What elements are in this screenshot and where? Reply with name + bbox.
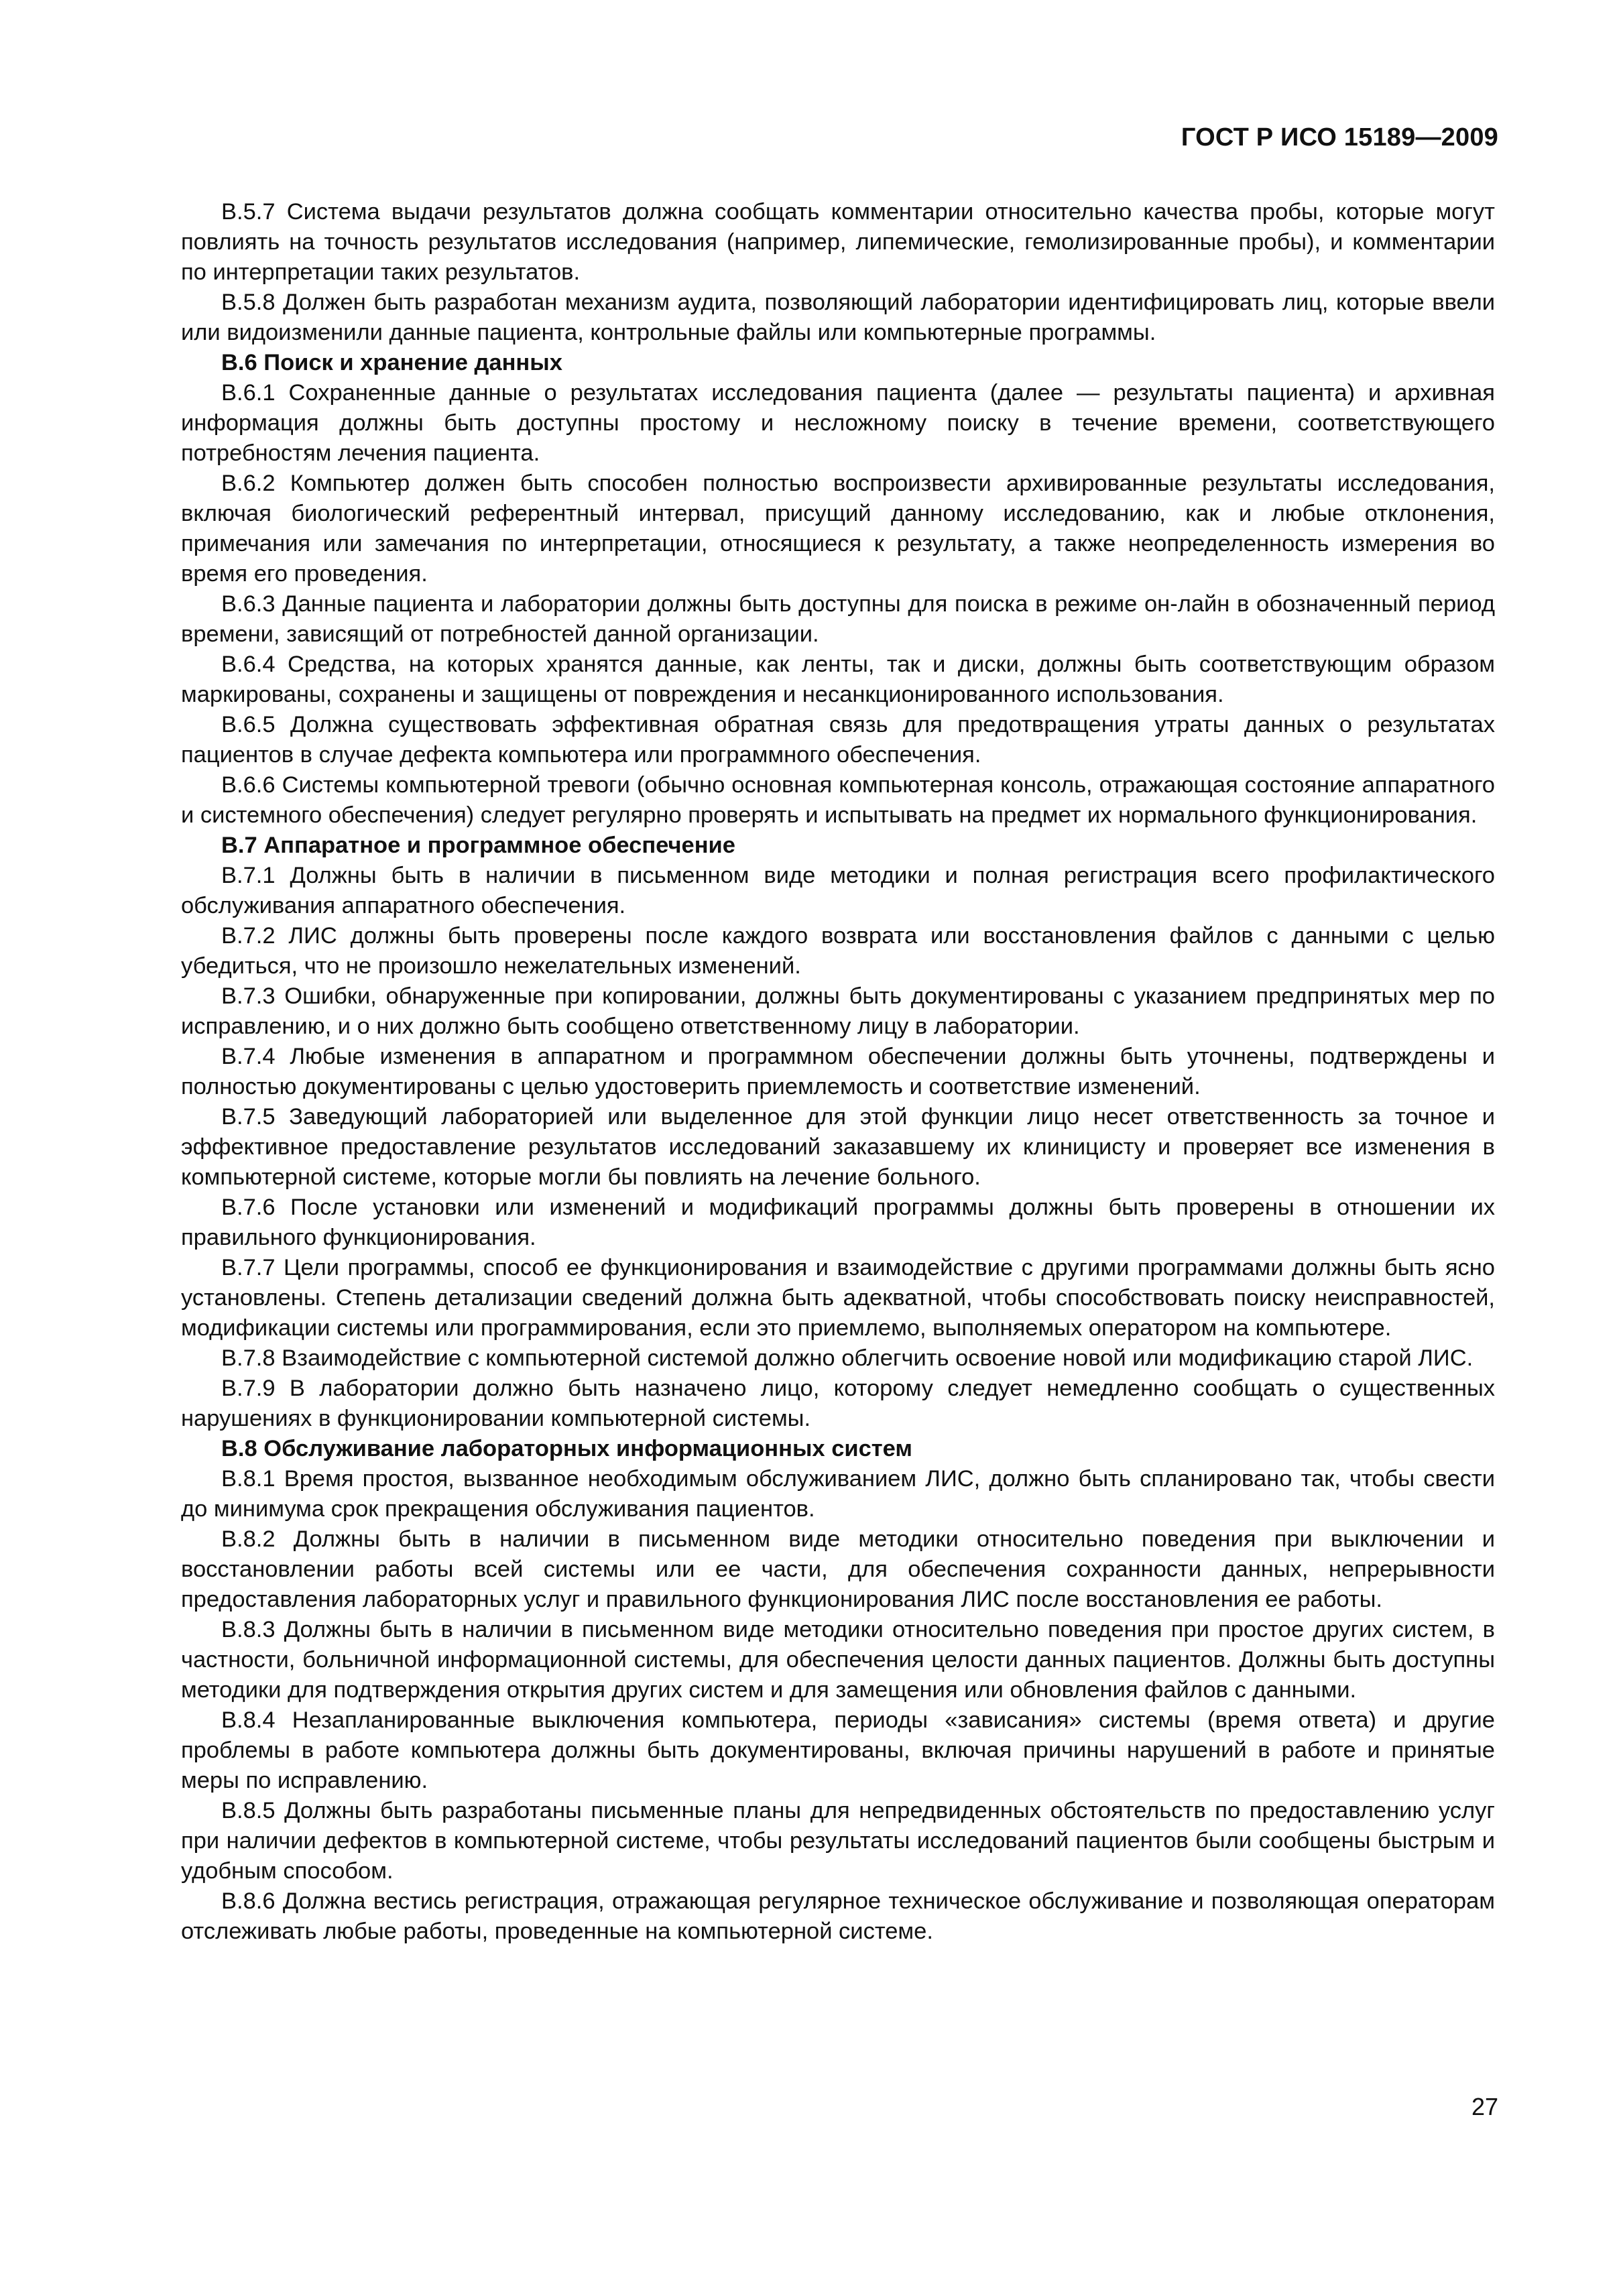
paragraph: В.7.2 ЛИС должны быть проверены после каждого возврата или восстановления файлов с данными с целью убедиться, что не произошло нежелательных изменений. bbox=[181, 923, 1495, 979]
paragraph: В.6.4 Средства, на которых хранятся данные, как ленты, так и диски, должны быть соответствующим образом маркированы, сохранены и защищены от повреждения и несанкционированного использования. bbox=[181, 652, 1495, 707]
paragraph: В.6.6 Системы компьютерной тревоги (обычно основная компьютерная консоль, отражающая состояние аппаратного и системного обеспечения) следует регулярно проверять и испытывать на предмет их нормального функционирования. bbox=[181, 772, 1495, 828]
paragraph: В.6.5 Должна существовать эффективная обратная связь для предотвращения утраты данных о результатах пациентов в случае дефекта компьютера или программного обеспечения. bbox=[181, 712, 1495, 768]
paragraph: В.7.7 Цели программы, способ ее функционирования и взаимодействие с другими программами должны быть ясно установлены. Степень детализации сведений должна быть адекватной, чтобы способствовать поиску неисправностей, модификации системы или программирования, если это приемлемо, выполняемых оператором на компьютере. bbox=[181, 1255, 1495, 1341]
document-code-header: ГОСТ Р ИСО 15189—2009 bbox=[1181, 123, 1498, 152]
document-body bbox=[181, 197, 1495, 1947]
paragraph: В.7.5 Заведующий лабораторией или выделенное для этой функции лицо несет ответственность за точное и эффективное предоставление результатов исследований заказавшему их клиницисту и проверяет все изменения в компьютерной системе, которые могли бы повлиять на лечение больного. bbox=[181, 1104, 1495, 1190]
paragraph: В.6.1 Сохраненные данные о результатах исследования пациента (далее — результаты пациента) и архивная информация должны быть доступны простому и несложному поиску в течение времени, соответствующего потребностям лечения пациента. bbox=[181, 380, 1495, 466]
paragraph: В.8.1 Время простоя, вызванное необходимым обслуживанием ЛИС, должно быть спланировано так, чтобы свести до минимума срок прекращения обслуживания пациентов. bbox=[181, 1466, 1495, 1522]
section-heading: В.6 Поиск и хранение данных bbox=[221, 350, 562, 375]
paragraph: В.7.1 Должны быть в наличии в письменном виде методики и полная регистрация всего профилактического обслуживания аппаратного обеспечения. bbox=[181, 863, 1495, 918]
paragraph: В.6.2 Компьютер должен быть способен полностью воспроизвести архивированные результаты исследования, включая биологический референтный интервал, присущий данному исследованию, как и любые отклонения, примечания или замечания по интерпретации, относящиеся к результату, а также неопределенность измерения во время его проведения. bbox=[181, 471, 1495, 587]
section-heading: В.7 Аппаратное и программное обеспечение bbox=[221, 833, 735, 858]
paragraph: В.8.3 Должны быть в наличии в письменном виде методики относительно поведения при простое других систем, в частности, больничной информационной системы, для обеспечения целости данных пациентов. Должны быть доступны методики для подтверждения открытия других систем и для замещения или обновления файлов с данными. bbox=[181, 1617, 1495, 1703]
paragraph: В.5.8 Должен быть разработан механизм аудита, позволяющий лаборатории идентифицировать лиц, которые ввели или видоизменили данные пациента, контрольные файлы или компьютерные программы. bbox=[181, 290, 1495, 345]
paragraph: В.5.7 Система выдачи результатов должна сообщать комментарии относительно качества пробы, которые могут повлиять на точность результатов исследования (например, липемические, гемолизированные пробы), и комментарии по интерпретации таких результатов. bbox=[181, 199, 1495, 285]
section-heading: В.8 Обслуживание лабораторных информационных систем bbox=[221, 1436, 912, 1461]
paragraph: В.8.4 Незапланированные выключения компьютера, периоды «зависания» системы (время ответа) и другие проблемы в работе компьютера должны быть документированы, включая причины нарушений в работе и принятые меры по исправлению. bbox=[181, 1707, 1495, 1793]
paragraph: В.6.3 Данные пациента и лаборатории должны быть доступны для поиска в режиме он-лайн в обозначенный период времени, зависящий от потребностей данной организации. bbox=[181, 591, 1495, 647]
paragraph: В.7.3 Ошибки, обнаруженные при копировании, должны быть документированы с указанием предпринятых мер по исправлению, и о них должно быть сообщено ответственному лицу в лаборатории. bbox=[181, 983, 1495, 1039]
paragraph: В.7.8 Взаимодействие с компьютерной системой должно облегчить освоение новой или модификацию старой ЛИС. bbox=[221, 1345, 1474, 1371]
page-number: 27 bbox=[1471, 2093, 1498, 2120]
paragraph: В.8.6 Должна вестись регистрация, отражающая регулярное техническое обслуживание и позволяющая операторам отслеживать любые работы, проведенные на компьютерной системе. bbox=[181, 1888, 1495, 1944]
paragraph: В.8.5 Должны быть разработаны письменные планы для непредвиденных обстоятельств по предоставлению услуг при наличии дефектов в компьютерной системе, чтобы результаты исследований пациентов были сообщены быстрым и удобным способом. bbox=[181, 1798, 1495, 1884]
paragraph: В.7.6 После установки или изменений и модификаций программы должны быть проверены в отношении их правильного функционирования. bbox=[181, 1195, 1495, 1250]
paragraph: В.8.2 Должны быть в наличии в письменном виде методики относительно поведения при выключении и восстановлении работы всей системы или ее части, для обеспечения сохранности данных, непрерывности предоставления лабораторных услуг и правильного функционирования ЛИС после восстановления ее работы. bbox=[181, 1526, 1495, 1612]
paragraph: В.7.9 В лаборатории должно быть назначено лицо, которому следует немедленно сообщать о существенных нарушениях в функционировании компьютерной системы. bbox=[181, 1376, 1495, 1431]
paragraph: В.7.4 Любые изменения в аппаратном и программном обеспечении должны быть уточнены, подтверждены и полностью документированы с целью удостоверить приемлемость и соответствие изменений. bbox=[181, 1044, 1495, 1099]
